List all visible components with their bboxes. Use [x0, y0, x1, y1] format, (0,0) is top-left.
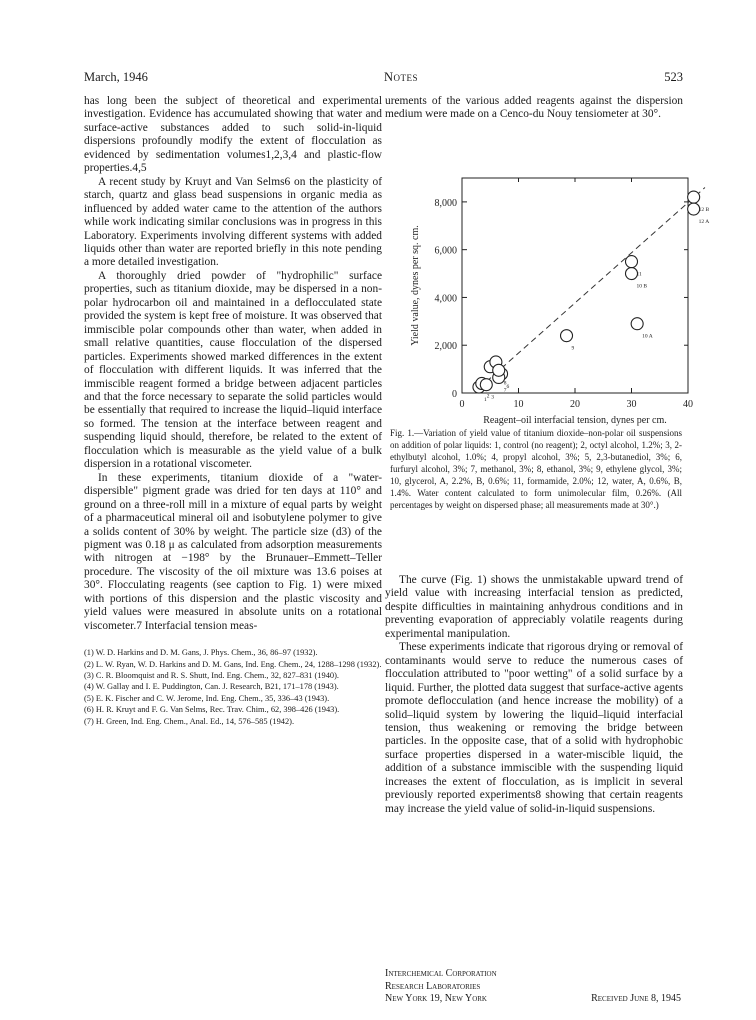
data-point-label: 3: [491, 394, 495, 401]
y-tick-label: 6,000: [434, 245, 457, 257]
data-point-label: 10 A: [642, 333, 653, 340]
figure-1-chart: [400, 160, 710, 426]
data-point-label: 11: [636, 271, 642, 278]
footnote-1: (1) W. D. Harkins and D. M. Gans, J. Phys. Chem., 36, 86–97 (1932).: [84, 648, 318, 658]
footnote-6: (6) H. R. Kruyt and F. G. Van Selms, Rec. Trav. Chim., 62, 398–426 (1943).: [84, 705, 340, 715]
data-point-label: 1: [483, 397, 487, 404]
paragraph-4: In these experiments, titanium dioxide of a "water-dispersible" pigment grade was dried for ten days at 110° and ground on a three-roll mill in a mixture of equal parts by weight of a pharmaceutical mineral oil and isobutylene polymer to give a solids content of 30% by weight. The particle size (d3) of the pigment was 0.18 μ as calculated from adsorption measurements with nitrogen at −198° by the Brunauer–Emmett–Teller procedure. The viscosity of the oil mixture was 13.6 poises at 30°. Flocculating reagents (see caption to Fig. 1) were mixed with portions of this dispersion and the plastic viscosity and yield values were measured in absolute units on a rotational viscometer.7 Interfacial tension meas-: [84, 471, 382, 632]
paragraph-3: A thoroughly dried powder of "hydrophilic" surface properties, such as titanium dioxide, may be dispersed in a non-polar hydrocarbon oil and maintained in a deflocculated state provided the system is kept free of moisture. It was observed that immiscible polar compounds other than water, when added in small relative quantities, cause flocculation of the dispersed particles. Experiments showed marked differences in the extent of flocculation with different liquids. It was inferred that the immiscible reagent formed a bridge between adjacent particles and that the force necessary to separate the solid particles would be essentially that required to increase the liquid–liquid interface so formed. The tension at the interface between reagent and suspending liquid should, therefore, be related to the extent of flocculation which is measurable as the yield value of a bulk dispersion in a rotational viscometer.: [84, 269, 382, 471]
footnote-2: (2) L. W. Ryan, W. D. Harkins and D. M. Gans, Ind. Eng. Chem., 24, 1288–1298 (1932).: [84, 659, 382, 669]
x-tick-label: 30: [626, 399, 637, 410]
signature-block: [385, 968, 681, 1006]
footnote-3: (3) C. R. Bloomquist and R. S. Shutt, Ind. Eng. Chem., 32, 827–831 (1940).: [84, 671, 339, 681]
data-point: [561, 330, 573, 342]
paragraph-1: has long been the subject of theoretical and experimental investigation. Evidence has accumulated showing that water and surface-active substances added to such solid-in-liquid dispersions profoundly modify the extent of flocculation as evidenced by sedimentation volumes1,2,3,4 and plastic-flow properties.4,5: [84, 95, 382, 175]
data-point-label: 7: [503, 387, 507, 394]
right-paragraph-1: The curve (Fig. 1) shows the unmistakable upward trend of yield value with increasing interfacial tension as predicted, despite difficulties in maintaining anhydrous conditions and in preventing evaporation of appreciably volatile reagents during experimental manipulation.: [385, 574, 683, 640]
footnote-5: (5) E. K. Fischer and C. W. Jerome, Ind. Eng. Chem., 35, 336–43 (1943).: [84, 693, 330, 703]
data-point-label: 12 B: [698, 207, 710, 214]
section-title: Notes: [384, 70, 419, 84]
x-tick-label: 20: [570, 399, 580, 410]
data-point-label: 12 A: [698, 219, 710, 226]
org-lab: Research Laboratories: [385, 980, 481, 992]
received-date: Received June 8, 1945: [591, 993, 681, 1004]
x-tick-label: 10: [513, 399, 524, 410]
y-axis-label: Yield value, dynes per sq. cm.: [410, 225, 421, 346]
right-column-top: [385, 95, 683, 122]
x-tick-label: 0: [459, 399, 465, 410]
running-date: March, 1946: [84, 70, 148, 84]
footnotes: [84, 647, 382, 727]
right-paragraph-intro: urements of the various added reagents against the dispersion medium were made on a Cenco-du Nouy tensiometer at 30°.: [385, 95, 683, 121]
trend-line: [479, 188, 705, 389]
y-tick-label: 4,000: [434, 293, 457, 305]
data-point-label: 9: [571, 345, 575, 352]
chart-marks: [473, 188, 710, 403]
data-point: [493, 364, 505, 376]
data-point: [480, 379, 492, 391]
data-point-label: 6: [506, 383, 510, 390]
data-point: [631, 318, 643, 330]
figure-caption: Fig. 1.—Variation of yield value of titanium dioxide–non-polar oil suspensions on addition of polar liquids: 1, control (no reagent); 2, octyl alcohol, 1.2%; 3, 2-ethylbutyl alcohol, 1.0%; 4, propyl alcohol, 3%; 5, 2,3-butanediol, 3%; 6, furfuryl alcohol, 3%; 7, methanol, 3%; 8, ethanol, 3%; 9, ethylene glycol, 3%; 10, glycerol, A, 2.2%, B, 0.6%; 11, formamide, 2.0%; 12, water, A, 0.6%, B, 1.4%. Water content calculated to form unimolecular film, 0.26%. (All percentages by weight on dispersed phase; all measurements made at 30°.): [390, 428, 682, 510]
right-paragraph-2: These experiments indicate that rigorous drying or removal of contaminants would serve to reduce the numerous cases of flocculation attributed to "poor wetting" of a solid surface by a liquid. Further, the plotted data suggest that surface-active agents promote deflocculation (and hence increase the mobility) of a solid–liquid system by lowering the liquid–liquid interfacial tension, thus weakening or removing the bridge between particles. In the opposite case, that of a solid with hydrophobic surface properties dispersed in a water-miscible liquid, the addition of a substance immiscible with the suspending liquid increases the extent of flocculation, as is implicit in several previously reported experiments8 showing that certain reagents may increase the yield value of solid-in-liquid suspensions.: [385, 641, 683, 815]
data-point-label: 8: [503, 380, 507, 387]
x-tick-label: 40: [683, 399, 693, 410]
y-tick-label: 2,000: [434, 341, 457, 353]
page-number: 523: [664, 70, 683, 84]
data-point: [626, 256, 638, 268]
footnote-7: (7) H. Green, Ind. Eng. Chem., Anal. Ed., 14, 576–585 (1942).: [84, 716, 295, 726]
data-point: [688, 191, 700, 203]
data-point-label: 2: [486, 393, 490, 400]
running-section: [384, 70, 418, 85]
org-name: Interchemical Corporation: [385, 968, 497, 979]
chart-axes: [410, 178, 693, 426]
paragraph-2: A recent study by Kruyt and Van Selms6 on the plasticity of starch, quartz and glass bead suspensions in organic media as influenced by added water came to the attention of the authors while work indicating similar conclusions was in progress in this Laboratory. Experiments involving different systems with added liquids other than water are reported briefly in this note pending a more detailed investigation.: [84, 175, 382, 269]
y-tick-label: 8,000: [434, 197, 457, 209]
footnote-4: (4) W. Gallay and I. E. Puddington, Can. J. Research, B21, 171–178 (1943).: [84, 682, 339, 692]
x-axis-label: Reagent–oil interfacial tension, dynes per cm.: [483, 415, 667, 426]
data-point-label: 10 B: [636, 283, 648, 290]
left-column: [84, 95, 382, 727]
right-column-bottom: [385, 574, 683, 816]
y-tick-label: 0: [452, 389, 457, 400]
org-city: New York 19, New York: [385, 993, 487, 1004]
